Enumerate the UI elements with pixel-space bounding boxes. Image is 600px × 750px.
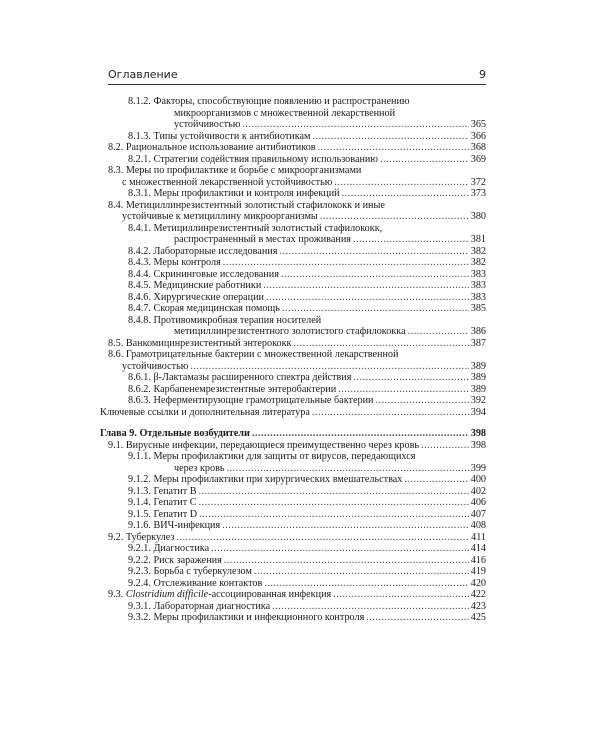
- header-page-number: 9: [479, 68, 486, 81]
- toc-page-number: 411: [471, 531, 486, 543]
- toc-page-number: 387: [470, 337, 486, 349]
- toc-entry-text: 8.3.1. Меры профилактики и контроля инфекций: [128, 188, 340, 199]
- toc-entry-text: Глава 9. Отдельные возбудители: [100, 428, 250, 439]
- toc-page-number: 394: [470, 406, 486, 418]
- toc-entry-text: 8.2.1. Стратегии содействия правильному использованию: [128, 153, 378, 165]
- toc-entry[interactable]: [100, 407, 486, 419]
- dot-leader: [338, 384, 469, 396]
- dot-leader: [224, 555, 469, 567]
- toc-page-number: 365: [470, 119, 486, 130]
- toc-entry[interactable]: [108, 246, 486, 258]
- toc-entry-text: 8.6. Грамотрицательные бактерии с множественной лекарственной: [108, 349, 399, 360]
- toc-entry-text: 8.3. Меры по профилактике и борьбе с микроорганизмами: [108, 165, 362, 176]
- toc-page-number: 414: [470, 543, 486, 554]
- toc-entry[interactable]: [108, 440, 486, 452]
- toc-entry-text: 9.1.3. Гепатит B: [128, 485, 197, 497]
- toc-entry-text: 9.2.2. Риск заражения: [128, 554, 222, 566]
- toc-entry-text: 8.4.6. Хирургические операции: [128, 291, 264, 303]
- toc-entry-text: 8.4. Метициллинрезистентный золотистый стафилококк и иные: [108, 199, 385, 211]
- dot-leader: [222, 520, 469, 532]
- dot-leader: [380, 154, 469, 166]
- toc-entry[interactable]: [108, 165, 486, 188]
- toc-entry[interactable]: [108, 188, 486, 200]
- toc-page-number: 392: [470, 395, 486, 406]
- toc-entry-text: Ключевые ссылки и дополнительная литература: [100, 406, 310, 418]
- toc-page-number: 416: [470, 554, 486, 566]
- dot-leader: [294, 338, 469, 350]
- toc-entry-text: распространенный в местах проживания: [174, 234, 351, 245]
- dot-leader: [408, 326, 469, 338]
- toc-page-number: 419: [470, 566, 486, 577]
- toc-page-number: 389: [470, 383, 486, 395]
- dot-leader: [342, 188, 469, 200]
- dot-leader: [176, 532, 469, 544]
- toc-entry[interactable]: [108, 303, 486, 315]
- dot-leader: [279, 246, 468, 258]
- toc-entry[interactable]: [108, 612, 486, 624]
- dot-leader: [375, 395, 468, 407]
- toc-page-number: 369: [470, 153, 486, 165]
- dot-leader: [318, 142, 469, 154]
- toc-entry[interactable]: [108, 338, 486, 350]
- toc-entry-text: 8.6.2. Карбапенемрезистентные энтеробактерии: [128, 383, 337, 395]
- toc-page-number: 422: [470, 589, 486, 600]
- toc-entry-text: 8.6.3. Неферментирующие грамотрицательные бактерии: [128, 395, 374, 406]
- toc-entry-text: 8.2. Рациональное использование антибиотиков: [108, 142, 316, 153]
- toc-entry[interactable]: [108, 280, 486, 292]
- dot-leader: [199, 497, 469, 509]
- toc-entry-text: устойчивостью: [174, 119, 241, 130]
- toc-entry[interactable]: [108, 292, 486, 304]
- toc-page-number: 383: [470, 291, 486, 303]
- toc-entry-text: 8.4.8. Противомикробная терапия носителей: [128, 314, 322, 326]
- toc-entry[interactable]: [108, 269, 486, 281]
- dot-leader: [312, 131, 468, 143]
- toc-entry[interactable]: [108, 315, 486, 338]
- toc-entry-text: 9.2.1. Диагностика: [128, 543, 210, 554]
- toc-entry-text: 8.4.7. Скорая медицинская помощь: [128, 303, 280, 314]
- toc-entry-text: 9.2.3. Борьба с туберкулезом: [128, 566, 252, 577]
- toc-entry[interactable]: [108, 486, 486, 498]
- toc-page-number: 386: [470, 326, 486, 337]
- toc-page-number: 380: [470, 211, 486, 222]
- toc-entry[interactable]: [108, 578, 486, 590]
- dot-leader: [366, 612, 468, 624]
- toc-entry-text: 8.4.4. Скрининговые исследования: [128, 268, 279, 280]
- toc-entry[interactable]: [100, 428, 486, 440]
- dot-leader: [263, 280, 468, 292]
- toc-page-number: 383: [470, 268, 486, 280]
- toc-entry-text: 8.4.2. Лабораторные исследования: [128, 245, 278, 257]
- toc-page-number: 400: [470, 474, 486, 485]
- dot-leader: [242, 119, 468, 131]
- toc-page-number: 366: [470, 130, 486, 142]
- toc-entry-text: 9.3.1. Лабораторная диагностика: [128, 600, 271, 612]
- toc-entry-text: устойчивостью: [122, 360, 189, 372]
- toc-entry-text: 9.3.2. Меры профилактики и инфекционного контроля: [128, 612, 365, 623]
- dot-leader: [254, 566, 469, 578]
- running-header: [108, 68, 486, 84]
- toc-entry-text: 8.1.3. Типы устойчивости к антибиотикам: [128, 130, 311, 142]
- table-of-contents: [100, 96, 486, 624]
- toc-entry-text: 8.4.3. Меры контроля: [128, 257, 221, 268]
- dot-leader: [264, 578, 468, 590]
- toc-page-number: 383: [470, 280, 486, 291]
- toc-page-number: 408: [470, 520, 486, 531]
- toc-page-number: 425: [470, 612, 486, 623]
- toc-entry-text: 8.4.1. Метициллинрезистентный золотистый стафилококк,: [128, 222, 383, 234]
- toc-entry-text: устойчивые к метициллину микроорганизмы: [122, 211, 318, 222]
- toc-entry[interactable]: [108, 474, 486, 486]
- toc-entry[interactable]: [108, 142, 486, 154]
- toc-entry[interactable]: [108, 223, 486, 246]
- dot-leader: [353, 372, 468, 384]
- toc-entry[interactable]: [108, 566, 486, 578]
- toc-entry[interactable]: [108, 589, 486, 601]
- toc-entry[interactable]: [108, 200, 486, 223]
- toc-entry-text: 9.1.2. Меры профилактики при хирургических вмешательствах: [128, 474, 403, 485]
- dot-leader: [404, 474, 468, 486]
- toc-entry-text: 9.3. Clostridium difficile-ассоциированная инфекция: [108, 589, 332, 600]
- toc-entry-text: 9.1.4. Гепатит C: [128, 497, 197, 508]
- dot-leader: [252, 428, 469, 440]
- toc-entry-text: метициллинрезистентного золотистого стафилококка: [174, 326, 406, 337]
- toc-entry[interactable]: [108, 555, 486, 567]
- toc-page-number: 423: [470, 600, 486, 612]
- dot-leader: [199, 509, 469, 521]
- toc-entry-text: 9.2.4. Отслеживание контактов: [128, 577, 263, 589]
- toc-page-number: 389: [470, 372, 486, 383]
- toc-page-number: 382: [470, 245, 486, 257]
- dot-leader: [281, 269, 469, 281]
- toc-entry[interactable]: [108, 532, 486, 544]
- toc-entry[interactable]: [108, 395, 486, 407]
- dot-leader: [282, 303, 469, 315]
- dot-leader: [333, 589, 469, 601]
- toc-entry[interactable]: [108, 372, 486, 384]
- dot-leader: [223, 257, 469, 269]
- toc-entry-text: 8.6.1. β-Лактамазы расширенного спектра действия: [128, 372, 352, 383]
- toc-entry[interactable]: [108, 543, 486, 555]
- toc-page-number: 385: [470, 303, 486, 314]
- toc-page-number: 402: [470, 485, 486, 497]
- toc-entry[interactable]: [108, 451, 486, 474]
- toc-page-number: 381: [470, 234, 486, 245]
- toc-entry-text: 8.5. Ванкомицинрезистентный энтерококк: [108, 337, 292, 349]
- toc-entry-text: 8.1.2. Факторы, способствующие появлению и распространению: [128, 96, 410, 107]
- toc-entry[interactable]: [108, 384, 486, 396]
- toc-entry-text: 9.1.6. ВИЧ-инфекция: [128, 520, 221, 531]
- dot-leader: [266, 292, 469, 304]
- toc-page-number: 373: [470, 188, 486, 199]
- toc-page-number: 382: [470, 257, 486, 268]
- toc-entry-text: 8.4.5. Медицинские работники: [128, 280, 262, 291]
- toc-entry[interactable]: [108, 257, 486, 269]
- toc-page-number: 368: [470, 142, 486, 153]
- toc-entry-text: 9.1. Вирусные инфекции, передающиеся преимущественно через кровь: [108, 439, 420, 451]
- toc-page-number: 420: [470, 577, 486, 589]
- toc-entry[interactable]: [108, 154, 486, 166]
- toc-page-number: 407: [470, 508, 486, 520]
- toc-page-number: 406: [470, 497, 486, 508]
- toc-entry-text: 9.1.1. Меры профилактики для защиты от вирусов, передающихся: [128, 451, 416, 462]
- toc-page-number: 398: [470, 428, 486, 439]
- toc-entry-text: 9.1.5. Гепатит D: [128, 508, 198, 520]
- toc-page-number: 372: [470, 176, 486, 188]
- dot-leader: [227, 463, 469, 475]
- toc-page-number: 399: [470, 462, 486, 474]
- dot-leader: [312, 407, 469, 419]
- dot-leader: [190, 361, 468, 373]
- dot-leader: [320, 211, 469, 223]
- dot-leader: [272, 601, 469, 613]
- toc-entry-text: через кровь: [174, 462, 225, 474]
- dot-leader: [211, 543, 469, 555]
- toc-entry-text: 9.2. Туберкулез: [108, 531, 175, 543]
- toc-entry[interactable]: [108, 509, 486, 521]
- toc-page-number: 389: [470, 360, 486, 372]
- dot-leader: [334, 177, 468, 189]
- dot-leader: [353, 234, 469, 246]
- toc-entry[interactable]: [108, 96, 486, 131]
- header-divider: [108, 84, 486, 85]
- toc-entry-text: микроорганизмов с множественной лекарственной: [174, 107, 396, 119]
- toc-entry[interactable]: [108, 349, 486, 372]
- toc-page-number: 398: [470, 439, 486, 451]
- toc-entry[interactable]: [108, 520, 486, 532]
- toc-entry[interactable]: [108, 131, 486, 143]
- toc-entry[interactable]: [108, 497, 486, 509]
- header-title: Оглавление: [108, 68, 178, 81]
- toc-entry-text: с множественной лекарственной устойчивостью: [122, 176, 333, 188]
- dot-leader: [421, 440, 469, 452]
- toc-entry[interactable]: [108, 601, 486, 613]
- dot-leader: [199, 486, 469, 498]
- section-gap: [108, 418, 486, 428]
